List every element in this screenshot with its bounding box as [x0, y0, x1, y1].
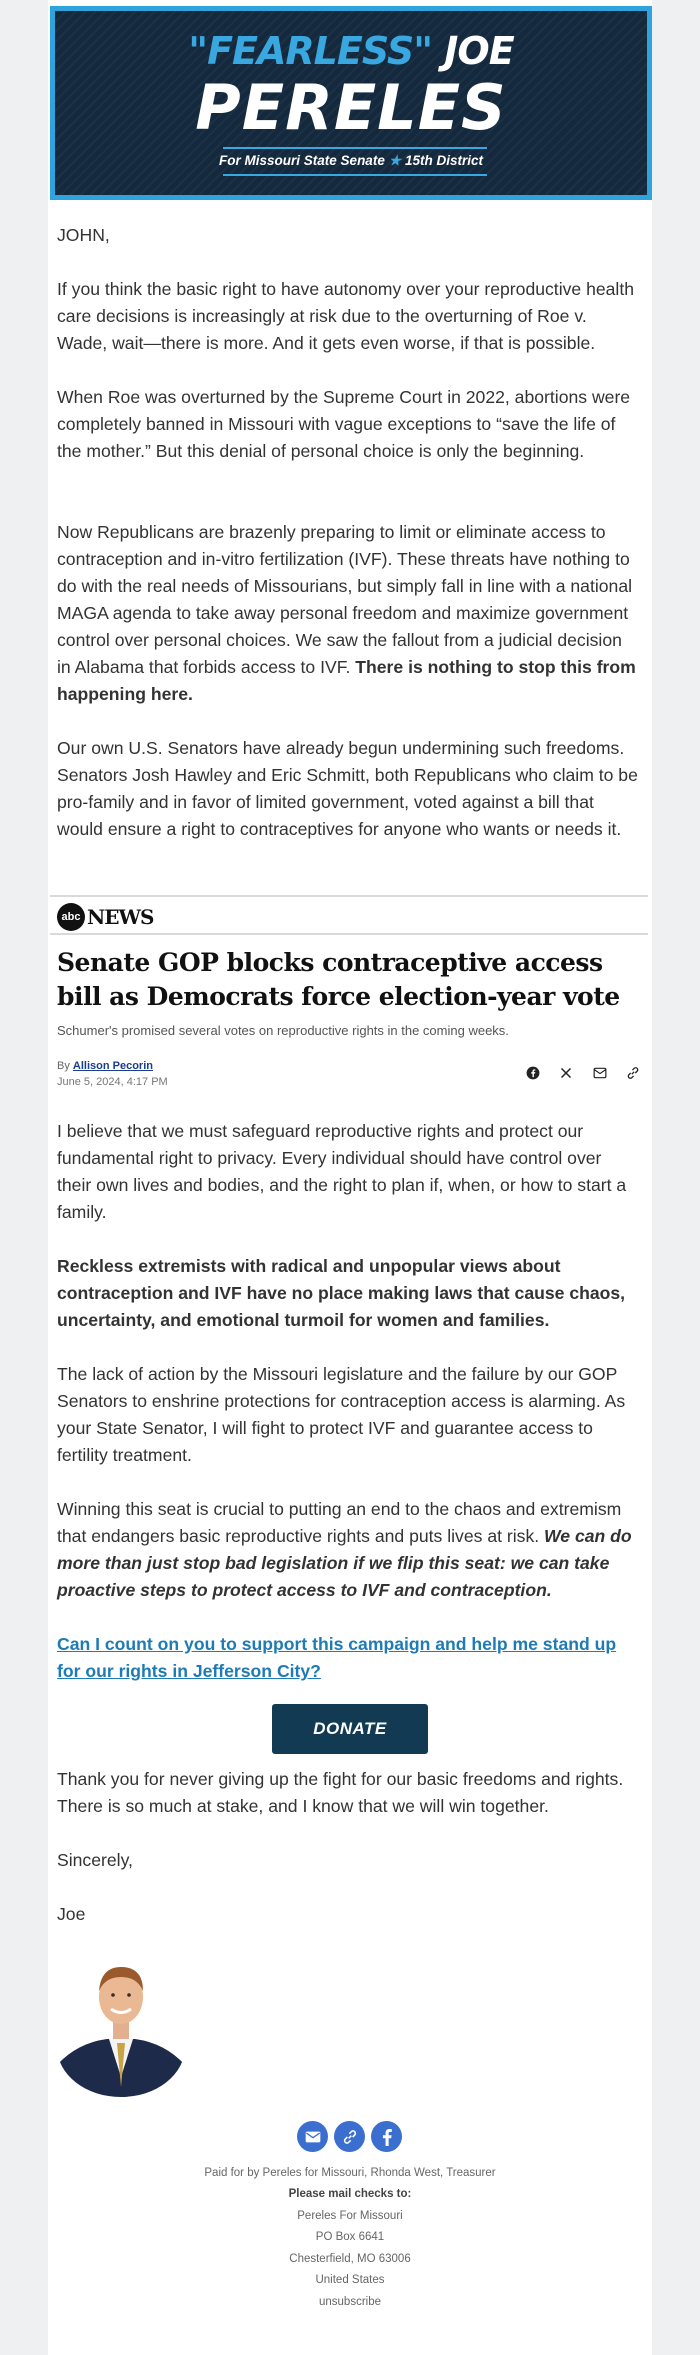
paragraph-8	[57, 1496, 639, 1604]
header-office: For Missouri State Senate	[219, 153, 385, 168]
header-first-name: JOE	[432, 29, 514, 73]
facebook-icon[interactable]	[371, 2121, 402, 2152]
news-headline[interactable]: Senate GOP blocks contraceptive access bill as Democrats force election-year vote	[57, 948, 620, 1011]
news-brand: NEWS	[87, 905, 154, 929]
footer-mail-checks: Please mail checks to:	[288, 2188, 412, 2200]
paragraph-7: The lack of action by the Missouri legislature and the failure by our GOP Senators to enshrine protections for contraception access is alarming. As your State Senator, I will fight to protect IVF and guarantee access to fertility treatment.	[57, 1364, 626, 1465]
paragraph-9: Thank you for never giving up the fight for our basic freedoms and rights. There is so much at stake, and I know that we will win together.	[57, 1769, 624, 1816]
unsubscribe-link[interactable]: unsubscribe	[318, 2296, 381, 2308]
mail-icon[interactable]	[590, 1063, 610, 1083]
x-icon[interactable]	[556, 1063, 576, 1083]
greeting: JOHN,	[57, 225, 110, 245]
header-surname: PERELES	[195, 71, 507, 144]
news-by-label: By	[57, 1060, 73, 1072]
news-card-divider	[50, 933, 648, 935]
abc-logo-icon: abc	[57, 903, 85, 931]
support-campaign-link[interactable]: Can I count on you to support this campaign and help me stand up for our rights in Jefferson City?	[57, 1634, 617, 1681]
news-author-link[interactable]: Allison Pecorin	[72, 1060, 153, 1072]
signoff: Sincerely,	[57, 1850, 133, 1870]
link-icon[interactable]	[334, 2121, 365, 2152]
paragraph-3-bold: There is nothing to stop this from happening here.	[57, 657, 636, 704]
paragraph-3	[57, 519, 639, 708]
header-divider-bottom	[223, 174, 487, 176]
email-body	[48, 0, 652, 2355]
footer-paid-for: Paid for by Pereles for Missouri, Rhonda West, Treasurer	[204, 2167, 496, 2179]
footer-city: Chesterfield, MO 63006	[289, 2253, 411, 2265]
link-icon[interactable]	[623, 1063, 643, 1083]
footer-po-box: PO Box 6641	[315, 2231, 385, 2243]
paragraph-5: I believe that we must safeguard reproductive rights and protect our fundamental right to privacy. Every individual should have control over their own lives and bodies, and the right to plan if, when, or how to start a family.	[57, 1121, 627, 1222]
donate-button[interactable]: DONATE	[272, 1704, 428, 1754]
signature: Joe	[57, 1904, 86, 1924]
paragraph-4: Our own U.S. Senators have already begun undermining such freedoms. Senators Josh Hawley and Eric Schmitt, both Republicans who claim to be pro-family and in favor of limited government, voted against a bill that would ensure a right to contraceptives for anyone who wants or needs it.	[57, 738, 638, 839]
footer-country: United States	[315, 2274, 385, 2286]
footer-org: Pereles For Missouri	[297, 2210, 403, 2222]
paragraph-2: When Roe was overturned by the Supreme Court in 2022, abortions were completely banned in Missouri with vague exceptions to “save the life of the mother.” But this denial of personal choice is only the beginning.	[57, 387, 631, 461]
facebook-icon[interactable]	[523, 1063, 543, 1083]
paragraph-6: Reckless extremists with radical and unpopular views about contraception and IVF have no place making laws that cause chaos, uncertainty, and emotional turmoil for women and families.	[57, 1256, 626, 1330]
paragraph-8-text: Winning this seat is crucial to putting an end to the chaos and extremism that endangers basic reproductive rights and puts lives at risk.	[57, 1499, 622, 1546]
news-subtitle: Schumer's promised several votes on reproductive rights in the coming weeks.	[57, 1023, 509, 1038]
paragraph-8-bold-italic: We can do more than just stop bad legislation if we flip this seat: we can take proactive steps to protect access to IVF and contraception.	[57, 1526, 632, 1600]
mail-icon[interactable]	[297, 2121, 328, 2152]
header-fearless: "FEARLESS"	[188, 29, 433, 73]
header-office-line	[55, 152, 647, 170]
paragraph-3-text: Now Republicans are brazenly preparing to limit or eliminate access to contraception and in-vitro fertilization (IVF). These threats have nothing to do with the real needs of Missourians, but simply fall in line with a national MAGA agenda to take away personal freedom and maximize government control over personal choices. We saw the fallout from a judicial decision in Alabama that forbids access to IVF.	[57, 522, 633, 677]
star-icon: ★	[388, 153, 401, 168]
news-date: June 5, 2024, 4:17 PM	[57, 1076, 168, 1088]
news-byline	[57, 1059, 153, 1073]
header-nickname-line	[55, 29, 647, 73]
campaign-header-banner	[50, 6, 652, 200]
paragraph-1: If you think the basic right to have autonomy over your reproductive health care decisions is increasingly at risk due to the overturning of Roe v. Wade, wait—there is more. And it gets even worse, if that is possible.	[57, 279, 635, 353]
header-divider-top	[223, 147, 487, 149]
header-district: 15th District	[404, 153, 483, 168]
news-card-divider-top	[50, 895, 648, 897]
candidate-photo	[57, 1947, 185, 2097]
